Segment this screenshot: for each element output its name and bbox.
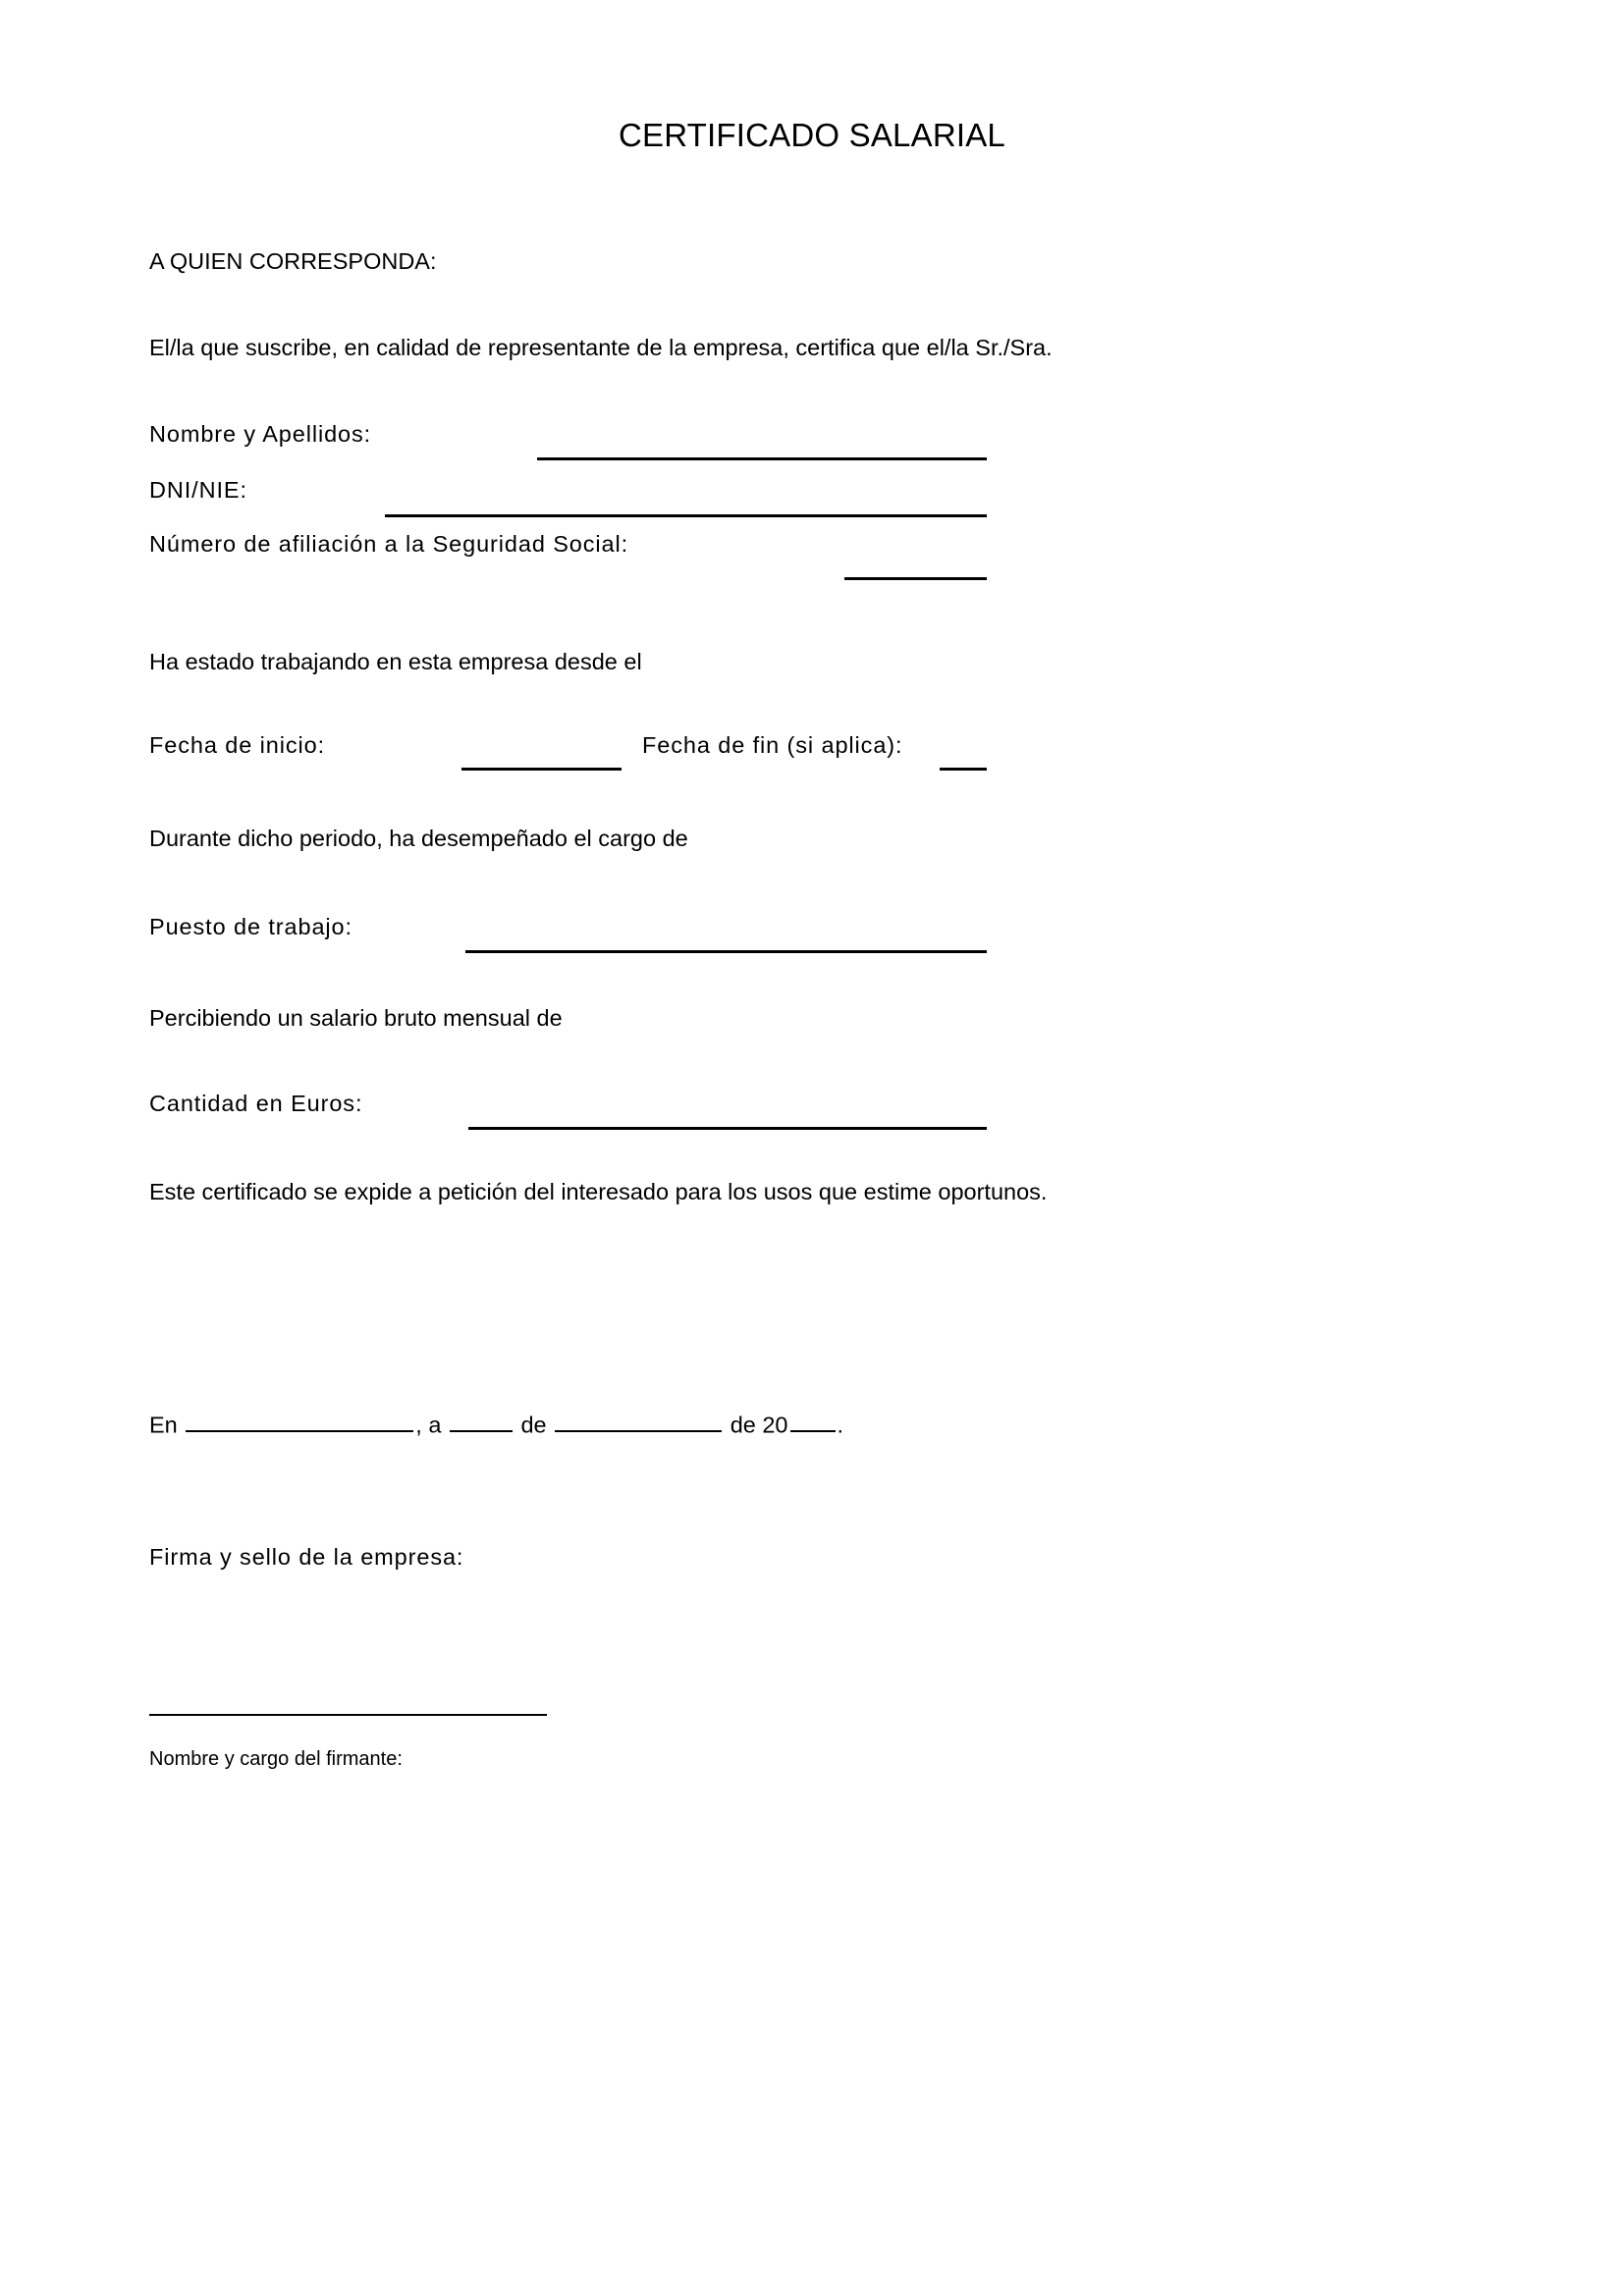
addressee-label: A QUIEN CORRESPONDA: — [149, 248, 437, 274]
place-date-before-year: de 20 — [730, 1412, 788, 1438]
day-input[interactable] — [450, 1409, 513, 1432]
social-security-input[interactable] — [844, 577, 987, 580]
id-input[interactable] — [385, 514, 987, 517]
amount-input[interactable] — [468, 1127, 987, 1130]
year-input[interactable] — [790, 1409, 836, 1432]
full-name-label: Nombre y Apellidos: — [149, 421, 372, 447]
place-date-between: de — [520, 1412, 547, 1438]
job-title-input[interactable] — [465, 950, 987, 953]
intro-paragraph: El/la que suscribe, en calidad de representante de la empresa, certifica que el/la Sr./Sra. — [149, 335, 1053, 360]
place-input[interactable] — [186, 1409, 413, 1432]
salary-statement: Percibiendo un salario bruto mensual de — [149, 1005, 563, 1031]
end-date-input[interactable] — [940, 768, 987, 771]
page-title: CERTIFICADO SALARIAL — [619, 117, 1005, 153]
amount-label: Cantidad en Euros: — [149, 1091, 363, 1116]
end-date-label: Fecha de fin (si aplica): — [642, 732, 903, 758]
place-date-prefix: En — [149, 1412, 178, 1438]
signer-label: Nombre y cargo del firmante: — [149, 1748, 403, 1770]
closing-statement: Este certificado se expide a petición del interesado para los usos que estime oportunos. — [149, 1179, 1048, 1204]
place-date-after-place: , a — [415, 1412, 442, 1438]
start-date-input[interactable] — [461, 768, 622, 771]
job-title-label: Puesto de trabajo: — [149, 914, 352, 939]
place-date-terminator: . — [837, 1412, 844, 1438]
id-label: DNI/NIE: — [149, 477, 247, 503]
signature-input[interactable] — [149, 1714, 547, 1716]
employment-statement: Ha estado trabajando en esta empresa desde el — [149, 649, 642, 674]
full-name-input[interactable] — [537, 457, 987, 460]
month-input[interactable] — [555, 1409, 722, 1432]
start-date-label: Fecha de inicio: — [149, 732, 325, 758]
place-date-line — [149, 1409, 843, 1440]
social-security-label: Número de afiliación a la Seguridad Social: — [149, 531, 629, 557]
role-statement: Durante dicho periodo, ha desempeñado el cargo de — [149, 826, 688, 851]
company-stamp-label: Firma y sello de la empresa: — [149, 1544, 464, 1570]
